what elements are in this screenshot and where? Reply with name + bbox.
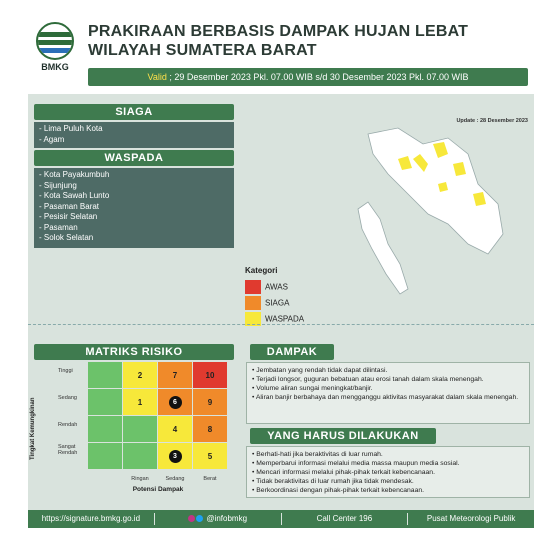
instagram-icon xyxy=(188,515,195,522)
row-label: Rendah xyxy=(58,422,78,428)
infographic xyxy=(28,14,534,530)
content-area xyxy=(28,94,534,518)
social-label: @infobmkg xyxy=(206,514,248,523)
siaga-swatch xyxy=(245,296,261,310)
west-sumatra-map xyxy=(328,124,528,314)
call-center: Call Center 196 xyxy=(282,513,409,525)
legend-item-siaga xyxy=(245,296,289,310)
matrix-cell-value: 9 xyxy=(207,397,213,407)
footer xyxy=(28,510,534,528)
legend-label: WASPADA xyxy=(265,314,305,324)
waspada-list xyxy=(34,168,234,248)
matrix-cell xyxy=(123,362,157,388)
legend-title: Kategori xyxy=(245,266,278,275)
siaga-list xyxy=(34,122,234,148)
matrix-cell xyxy=(88,416,122,442)
bmkg-logo xyxy=(32,22,78,86)
matrix-cell xyxy=(88,443,122,469)
matrix-cell xyxy=(88,362,122,388)
valid-period-bar xyxy=(88,68,528,86)
list-item: • Berhati-hati jika beraktivitas di luar rumah. xyxy=(252,451,383,458)
legend-label: SIAGA xyxy=(265,298,290,308)
matrix-heading: MATRIKS RISIKO xyxy=(34,344,234,360)
list-item: - Solok Selatan xyxy=(39,233,94,242)
col-label: Sedang xyxy=(165,476,185,482)
header xyxy=(28,14,534,94)
matrix-cell xyxy=(193,416,227,442)
update-date: Update : 28 Desember 2023 xyxy=(456,118,528,124)
matrix-cell-value: 5 xyxy=(207,451,213,461)
matrix-cell xyxy=(123,389,157,415)
list-item: • Berkoordinasi dengan pihak-pihak terkait kebencanaan. xyxy=(252,487,425,494)
matrix-cell xyxy=(158,362,192,388)
legend-item-awas xyxy=(245,280,288,294)
title-line-2: WILAYAH SUMATERA BARAT xyxy=(88,42,317,59)
list-item: • Jembatan yang rendah tidak dapat dilintasi. xyxy=(252,367,388,374)
list-item: • Memperbarui informasi melalui media massa maupun media sosial. xyxy=(252,460,460,467)
valid-period: ; 29 Desember 2023 Pkl. 07.00 WIB s/d 30 Desember 2023 Pkl. 07.00 WIB xyxy=(166,72,469,82)
list-item: • Volume aliran sungai meningkat/banjir. xyxy=(252,385,373,392)
matrix-grid xyxy=(88,362,228,472)
divider xyxy=(28,324,534,325)
list-item: • Mencari informasi melalui pihak-pihak terkait kebencanaan. xyxy=(252,469,435,476)
title-line-1: PRAKIRAAN BERBASIS DAMPAK HUJAN LEBAT xyxy=(88,23,469,40)
legend-label: AWAS xyxy=(265,282,288,292)
matrix-cell-value: 8 xyxy=(207,424,213,434)
matrix-cell-value: 3 xyxy=(169,450,182,463)
list-item: - Kota Sawah Lunto xyxy=(39,191,110,200)
matrix-cell xyxy=(123,443,157,469)
matrix-cell-value: 6 xyxy=(169,396,182,409)
list-item: - Pasaman Barat xyxy=(39,201,100,211)
matrix-cell xyxy=(88,389,122,415)
social-handle[interactable] xyxy=(155,513,282,525)
lakukan-heading: YANG HARUS DILAKUKAN xyxy=(250,428,436,444)
website-link[interactable]: https://signature.bmkg.go.id xyxy=(28,513,155,525)
dampak-heading: DAMPAK xyxy=(250,344,334,360)
col-label: Ringan xyxy=(131,476,149,482)
matrix-cell-value: 2 xyxy=(137,370,143,380)
list-item: - Pasaman xyxy=(39,222,78,232)
matrix-cell-value: 7 xyxy=(172,370,178,380)
matrix-cell xyxy=(193,362,227,388)
matrix-cell-value: 10 xyxy=(205,370,215,380)
row-label: Tinggi xyxy=(58,368,73,374)
y-axis-label: Tingkat Kemungkinan xyxy=(30,397,36,460)
x-axis-label: Potensi Dampak xyxy=(132,486,184,493)
matrix-cell xyxy=(123,416,157,442)
list-item: - Kota Payakumbuh xyxy=(39,170,110,179)
lakukan-box xyxy=(246,446,530,498)
list-item: - Sijunjung xyxy=(39,180,77,190)
matrix-cell-value: 4 xyxy=(172,424,178,434)
logo-text: BMKG xyxy=(41,62,69,72)
list-item: - Lima Puluh Kota xyxy=(39,124,103,133)
awas-swatch xyxy=(245,280,261,294)
matrix-cell xyxy=(158,389,192,415)
pusat-label: Pusat Meteorologi Publik xyxy=(426,514,516,523)
page-title xyxy=(88,22,528,60)
risk-matrix xyxy=(28,340,248,500)
matrix-cell-value: 1 xyxy=(137,397,143,407)
matrix-cell xyxy=(193,443,227,469)
twitter-icon xyxy=(196,515,203,522)
list-item: • Terjadi longsor, guguran bebatuan atau erosi tanah dalam skala menengah. xyxy=(252,376,484,383)
dampak-box xyxy=(246,362,530,424)
list-item: - Pesisir Selatan xyxy=(39,212,98,221)
matrix-cell xyxy=(158,443,192,469)
list-item: • Aliran banjir berbahaya dan mengganggu aktivitas masyarakat dalam skala menengah. xyxy=(252,394,519,401)
matrix-cell xyxy=(158,416,192,442)
valid-label: Valid xyxy=(147,72,167,82)
list-item: - Agam xyxy=(39,134,65,144)
col-label: Berat xyxy=(203,476,217,482)
list-item: • Tidak beraktivitas di luar rumah jika tidak mendesak. xyxy=(252,478,414,485)
matrix-cell xyxy=(193,389,227,415)
waspada-heading: WASPADA xyxy=(34,150,234,166)
siaga-heading: SIAGA xyxy=(34,104,234,120)
row-label: Sedang xyxy=(58,395,77,401)
row-label: Sangat Rendah xyxy=(58,444,78,456)
